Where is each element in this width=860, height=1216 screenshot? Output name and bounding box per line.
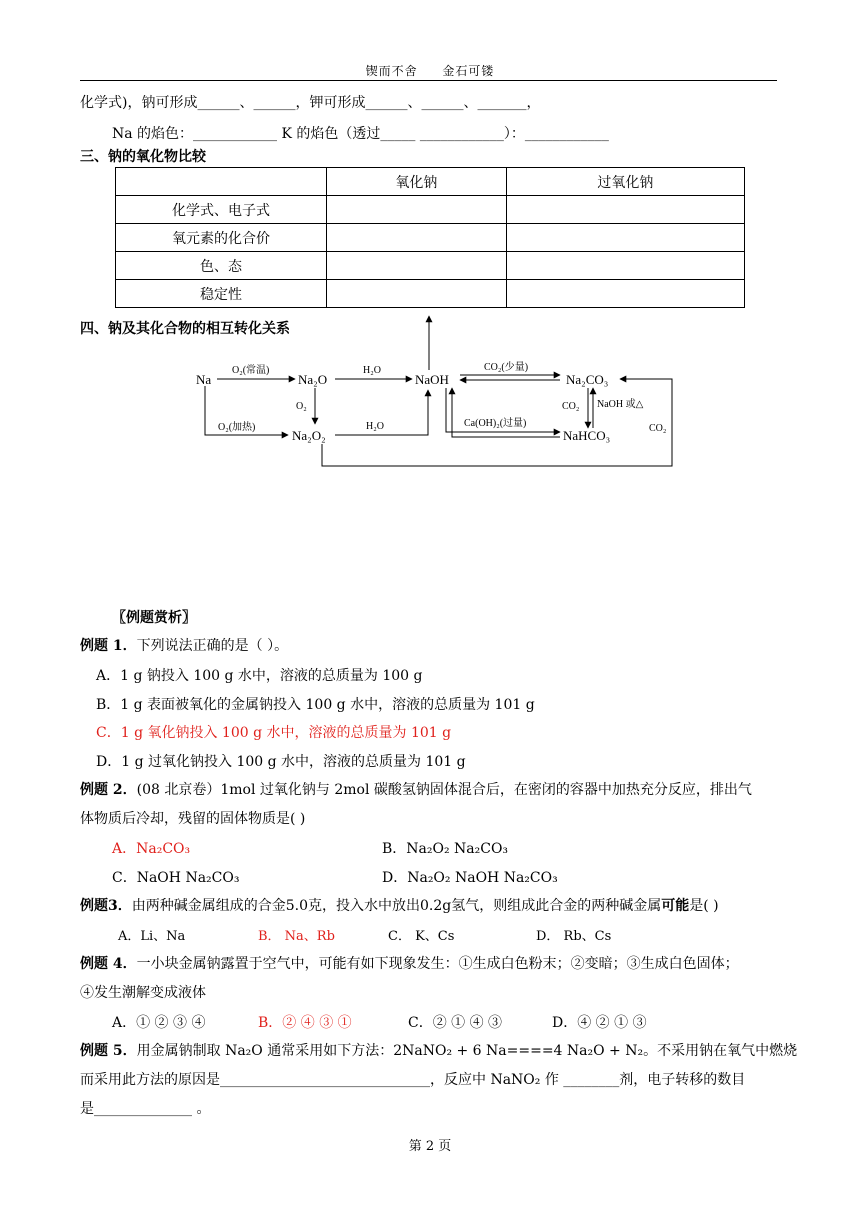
example-1-option-a: A．1 g 钠投入 100 g 水中，溶液的总质量为 100 g: [96, 668, 423, 684]
label-co2-small-amount: CO₂(少量): [484, 362, 529, 373]
example-4-option-d: D．④ ② ① ③: [552, 1015, 647, 1031]
label-o2: O₂: [296, 401, 307, 412]
example-3-option-b-answer: B． Na、Rb: [258, 929, 335, 944]
table-cell: [506, 252, 744, 280]
label-co2-right: CO₂: [649, 423, 667, 434]
example-5-label: 例题 5．: [80, 1043, 137, 1059]
label-h2o-1: H₂O: [363, 365, 381, 376]
example-1-label: 例题 1．: [80, 638, 137, 654]
example-3-option-c: C． K、Cs: [388, 929, 455, 944]
table-row-label: 化学式、电子式: [116, 196, 327, 224]
table-cell: [327, 196, 507, 224]
example-2-question-line-1: (08 北京卷）1mol 过氧化钠与 2mol 碳酸氢钠固体混合后，在密闭的容器中加热充分反应，排出气: [136, 782, 752, 798]
sodium-conversion-diagram: [0, 300, 860, 480]
example-5-question-line-2: 而采用此方法的原因是______________________________，反应中 NaNO₂ 作 ________剂，电子转移的数目: [80, 1072, 746, 1088]
section-4-title: 四、钠及其化合物的相互转化关系: [80, 321, 290, 337]
intro-line-2: Na 的焰色：____________ K 的焰色（透过_____ ____________）：____________: [112, 126, 609, 142]
example-1-option-c-answer: C．1 g 氧化钠投入 100 g 水中，溶液的总质量为 101 g: [96, 725, 452, 741]
node-nahco3: NaHCO₃: [563, 428, 611, 443]
label-h2o-2: H₂O: [366, 421, 384, 432]
table-cell: [506, 224, 744, 252]
example-3-emphasis: 可能: [661, 898, 690, 914]
example-3-option-d: D． Rb、Cs: [536, 929, 612, 944]
label-caoh2-excess: Ca(OH)₂(过量): [464, 418, 527, 429]
label-naoh-or-heat: NaOH 或△: [597, 399, 644, 410]
node-na2co3: Na₂CO₃: [566, 372, 609, 387]
example-1-question: 下列说法正确的是（ ）。: [136, 638, 289, 654]
example-5-question-line-1: 用金属钠制取 Na₂O 通常采用如下方法：2NaNO₂ + 6 Na====4 Na₂O + N₂。不采用钠在氧气中燃烧: [136, 1043, 798, 1059]
node-na2o: Na₂O: [298, 372, 328, 387]
example-2-option-d: D．Na₂O₂ NaOH Na₂CO₃: [382, 870, 558, 886]
examples-heading: 〖例题赏析〗: [112, 610, 196, 626]
example-5-stem: [80, 1040, 797, 1060]
label-co2-mid: CO₂: [562, 401, 580, 412]
example-2-label: 例题 2．: [80, 782, 137, 798]
example-4-question-line-2: ④发生潮解变成液体: [80, 985, 206, 1001]
table-header-row: [116, 168, 745, 196]
node-na: Na: [196, 372, 212, 387]
example-3-option-a: A．Li、Na: [118, 929, 186, 944]
table-row-label: 稳定性: [116, 280, 327, 308]
table-row: [116, 224, 745, 252]
example-5-question-line-3: 是______________ 。: [80, 1101, 211, 1117]
table-row: [116, 196, 745, 224]
page-header: [0, 62, 860, 79]
example-4-option-a: A．① ② ③ ④: [112, 1015, 206, 1031]
table-cell: [327, 224, 507, 252]
example-3-stem: [80, 895, 719, 915]
example-2-option-a-answer: A．Na₂CO₃: [112, 841, 191, 857]
table-cell: [327, 252, 507, 280]
example-3-label: 例题3．: [80, 898, 132, 914]
arrow-nahco3-to-naoh: [452, 388, 560, 437]
example-2-question-line-2: 体物质后冷却，残留的固体物质是( ): [80, 811, 306, 827]
label-o2-heated: O₂(加热): [218, 422, 256, 433]
header-motto-right: 金石可镂: [442, 64, 495, 78]
example-1-stem: [80, 635, 288, 655]
table-header-cell: 氧化钠: [327, 168, 507, 196]
table-row-label: 色、态: [116, 252, 327, 280]
example-4-question-line-1: 一小块金属钠露置于空气中，可能有如下现象发生：①生成白色粉末；②变暗；③生成白色固体；: [136, 956, 739, 972]
intro-line-1: 化学式)，钠可形成______、______，钾可形成______、______、_______，: [80, 95, 541, 111]
table-row: [116, 252, 745, 280]
example-2-option-c: C．NaOH Na₂CO₃: [112, 870, 240, 886]
table-header-cell: [116, 168, 327, 196]
page-number: 第 2 页: [408, 1139, 452, 1154]
example-2-stem: [80, 779, 752, 799]
example-3-question: 由两种碱金属组成的合金5.0克，投入水中放出0.2g氢气，则组成此合金的两种碱金属: [131, 898, 662, 914]
node-na2o2: Na₂O₂: [292, 428, 326, 443]
example-4-option-b-answer: B．② ④ ③ ①: [258, 1015, 352, 1031]
example-2-option-b: B．Na₂O₂ Na₂CO₃: [382, 841, 509, 857]
section-3-title: 三、钠的氧化物比较: [80, 149, 206, 165]
header-motto-left: 锲而不舍: [365, 64, 418, 78]
header-rule: [80, 80, 777, 81]
label-o2-room-temp: O₂(常温): [232, 365, 270, 376]
table-cell: [506, 196, 744, 224]
example-3-question-end: 是( ): [689, 898, 719, 914]
example-4-label: 例题 4．: [80, 956, 137, 972]
example-4-option-c: C．② ① ④ ③: [408, 1015, 503, 1031]
example-1-option-d: D．1 g 过氧化钠投入 100 g 水中，溶液的总质量为 101 g: [96, 754, 466, 770]
table-header-cell: 过氧化钠: [506, 168, 744, 196]
node-naoh: NaOH: [415, 372, 449, 387]
example-4-stem: [80, 953, 739, 973]
example-1-option-b: B．1 g 表面被氧化的金属钠投入 100 g 水中，溶液的总质量为 101 g: [96, 697, 535, 713]
table-row-label: 氧元素的化合价: [116, 224, 327, 252]
oxide-comparison-table: [115, 167, 745, 308]
